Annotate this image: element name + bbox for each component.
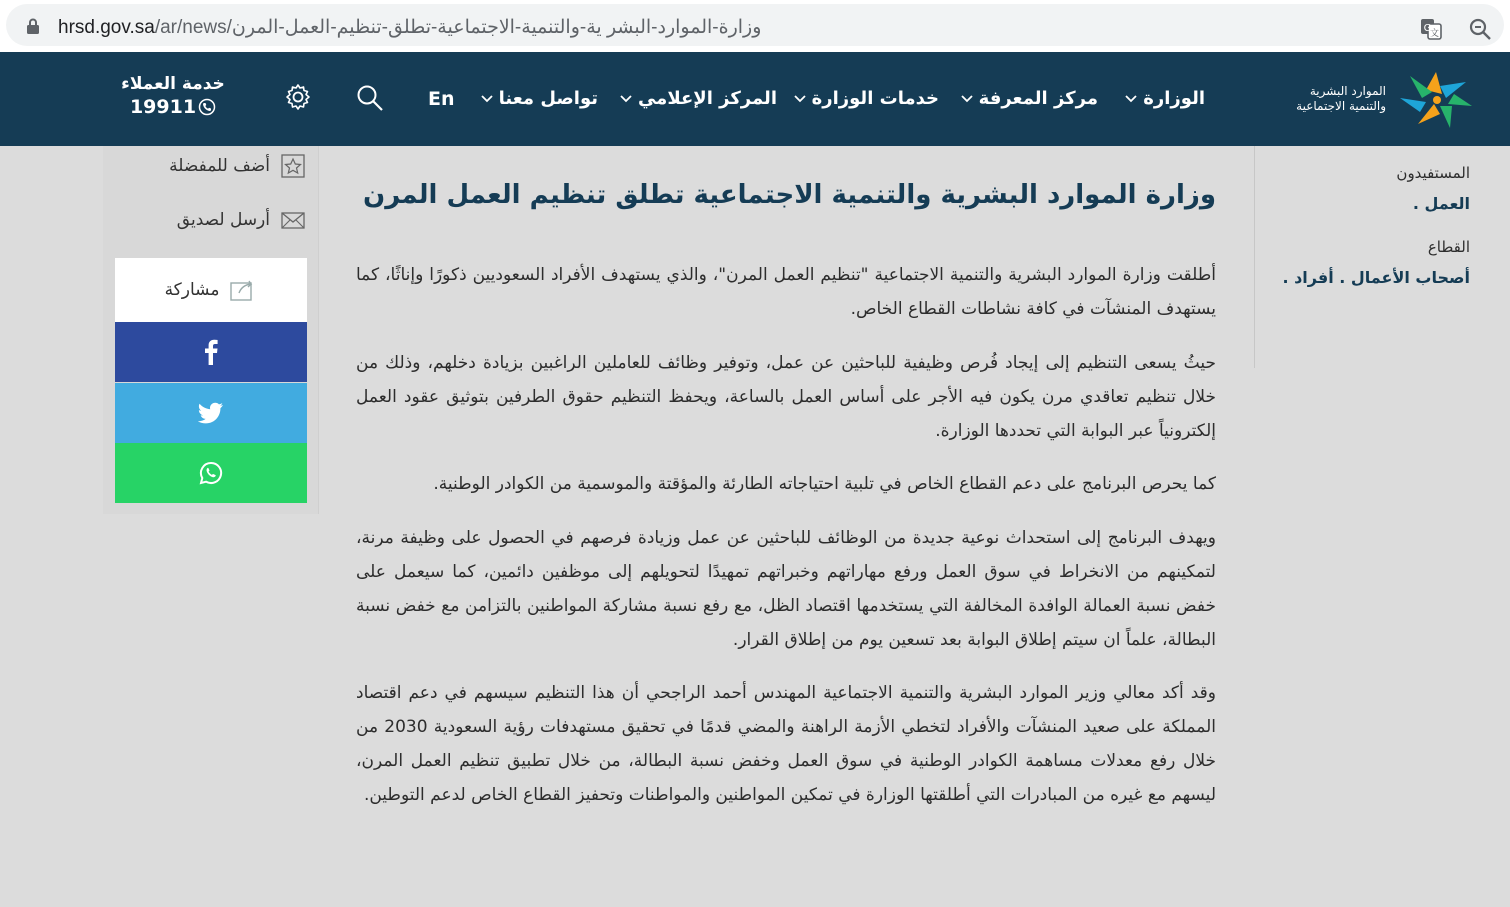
facebook-share-button[interactable] xyxy=(115,322,307,382)
star-icon xyxy=(280,154,306,178)
beneficiaries-value[interactable]: العمل . xyxy=(1412,194,1470,213)
share-sidebar xyxy=(103,146,319,514)
customer-service-number-text: 19911 xyxy=(129,96,197,118)
send-to-friend-link[interactable] xyxy=(177,208,306,232)
share-button[interactable] xyxy=(115,258,307,322)
logo-line1: الموارد البشرية xyxy=(1309,84,1386,98)
chevron-down-icon xyxy=(1125,95,1137,103)
nav-services-label: خدمات الوزارة xyxy=(811,88,939,109)
url-host: hrsd.gov.sa xyxy=(58,17,155,38)
twitter-icon xyxy=(198,402,224,424)
chevron-down-icon xyxy=(794,95,806,103)
twitter-share-button[interactable] xyxy=(115,383,307,443)
language-toggle[interactable]: En xyxy=(428,88,455,110)
whatsapp-share-button[interactable] xyxy=(115,443,307,503)
nav-ministry-label: الوزارة xyxy=(1143,88,1205,109)
envelope-icon xyxy=(280,208,306,232)
nav-media-center[interactable] xyxy=(620,88,777,109)
nav-contact-us-label: تواصل معنا xyxy=(498,88,598,109)
logo-line2: والتنمية الاجتماعية xyxy=(1296,99,1386,113)
svg-text:文: 文 xyxy=(1429,29,1440,39)
lock-icon[interactable] xyxy=(26,18,40,34)
article-paragraph: كما يحرص البرنامج على دعم القطاع الخاص في تلبية احتياجاته الطارئة والمؤقتة والموسمية من الكوادر الوطنية. xyxy=(433,474,1216,494)
logo-star-icon[interactable] xyxy=(1396,68,1474,130)
nav-contact-us[interactable] xyxy=(481,88,598,109)
site-header xyxy=(0,52,1510,146)
send-to-friend-label: أرسل لصديق xyxy=(176,210,270,230)
logo-text[interactable] xyxy=(1296,84,1386,114)
phone-icon xyxy=(198,98,216,116)
gear-icon[interactable] xyxy=(284,83,312,111)
url-path: /ar/news/وزارة-الموارد-البشر ية-والتنمية-الاجتماعية-تطلق-تنظيم-العمل-المرن xyxy=(154,17,762,38)
url-text[interactable] xyxy=(58,16,761,39)
chevron-down-icon xyxy=(481,95,493,103)
add-favorite-link[interactable] xyxy=(169,154,306,178)
translate-icon[interactable] xyxy=(1419,17,1443,41)
facebook-icon xyxy=(203,339,219,365)
chevron-down-icon xyxy=(961,95,973,103)
article-meta-sidebar xyxy=(1254,146,1510,368)
svg-text:G: G xyxy=(1423,23,1432,34)
nav-knowledge-center[interactable] xyxy=(961,88,1098,109)
browser-address-bar xyxy=(0,0,1510,52)
article-paragraph: حيثُ يسعى التنظيم إلى إيجاد فُرص وظيفية للباحثين عن عمل، وتوفير وظائف للعاملين الراغبين بزيادة دخلهم، وذلك من خلال تنظيم تعاقدي مرن يكون فيه الأجر على أساس العمل بالساعة، ويحفظ التنظيم حقوق الطرفين بتوثيق عقود العمل إلكترونياً عبر البوابة التي تحددها الوزارة. xyxy=(356,353,1216,441)
article-paragraph: ويهدف البرنامج إلى استحداث نوعية جديدة من الوظائف للباحثين عن عمل وزيادة فرصهم في الحصول على وظيفة مرنة، لتمكينهم من الانخراط في سوق العمل ورفع مهاراتهم وخبراتهم تمهيدًا لتحويلهم إلى موظفين دائمين، كما سيعمل على خفض نسبة العمالة الوافدة المخالفة التي يستخدمها اقتصاد الظل، مع رفع نسبة مشاركة المواطنين بالتزامن مع خفض نسبة البطالة، علماً ان سيتم إطلاق البوابة بعد تسعين يوم من إطلاق القرار. xyxy=(356,528,1216,650)
customer-service[interactable] xyxy=(118,74,228,118)
nav-ministry[interactable] xyxy=(1125,88,1205,109)
sector-value[interactable]: أصحاب الأعمال . أفراد . xyxy=(1282,268,1470,287)
search-icon[interactable] xyxy=(356,84,384,112)
article-paragraph: أطلقت وزارة الموارد البشرية والتنمية الاجتماعية "تنظيم العمل المرن"، والذي يستهدف الأفراد السعوديين ذكورًا وإناثًا، كما يستهدف المنشآت في كافة نشاطات القطاع الخاص. xyxy=(356,265,1216,319)
customer-service-number xyxy=(130,96,216,118)
share-label: مشاركة xyxy=(164,280,220,300)
whatsapp-icon xyxy=(199,461,223,485)
nav-knowledge-center-label: مركز المعرفة xyxy=(978,88,1098,109)
zoom-icon[interactable] xyxy=(1468,17,1492,41)
nav-media-center-label: المركز الإعلامي xyxy=(637,88,777,109)
nav-services[interactable] xyxy=(794,88,939,109)
url-bar[interactable] xyxy=(6,4,1504,46)
article-paragraph: وقد أكد معالي وزير الموارد البشرية والتنمية الاجتماعية المهندس أحمد الراجحي أن هذا التنظيم سيسهم في دعم اقتصاد المملكة على صعيد المنشآت والأفراد لتخطي الأزمة الراهنة والمضي قدمًا في تحقيق مستهدفات رؤية السعودية 2030 من خلال رفع معدلات مساهمة الكوادر الوطنية في سوق العمل وخفض نسبة البطالة، من خلال تطبيق تنظيم العمل المرن، ليسهم مع غيره من المبادرات التي أطلقتها الوزارة في تمكين المواطنين والمواطنات وتحفيز القطاع الخاص لدعم التوطين. xyxy=(356,683,1216,805)
add-favorite-label: أضف للمفضلة xyxy=(169,156,270,176)
customer-service-label: خدمة العملاء xyxy=(121,74,225,94)
sector-label: القطاع xyxy=(1427,238,1470,256)
chevron-down-icon xyxy=(620,95,632,103)
article-title: وزارة الموارد البشرية والتنمية الاجتماعية تطلق تنظيم العمل المرن xyxy=(363,180,1216,210)
beneficiaries-label: المستفيدون xyxy=(1396,164,1470,182)
share-icon xyxy=(229,278,257,302)
